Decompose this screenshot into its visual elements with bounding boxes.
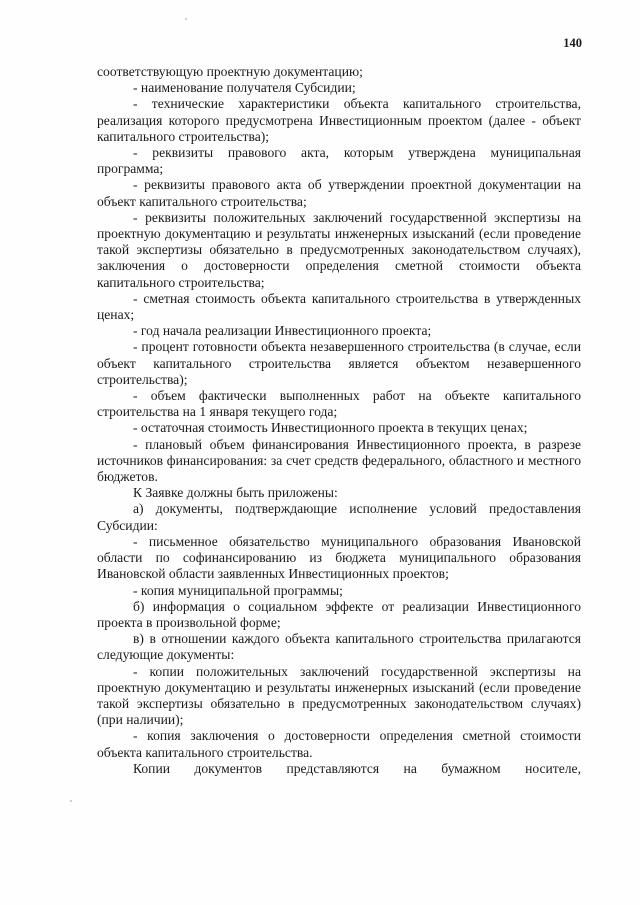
paragraph: соответствующую проектную документацию; (97, 64, 363, 79)
paragraph: - объем фактически выполненных работ на объекте капитального строительства на 1 января текущего года; (97, 388, 581, 420)
page-number: 140 (563, 36, 582, 50)
paragraph: в) в отношении каждого объекта капитального строительства прилагаются следующие документы: (97, 631, 581, 663)
paragraph: Копии документов представляются на бумажном носителе, (133, 760, 581, 776)
paragraph: - наименование получателя Субсидии; (133, 80, 356, 96)
paragraph: б) информация о социальном эффекте от реализации Инвестиционного проекта в произвольной форме; (97, 598, 581, 630)
paragraph: - реквизиты правового акта, которым утверждена муниципальная программа; (97, 145, 581, 177)
scan-speck (70, 800, 72, 802)
paragraph: - остаточная стоимость Инвестиционного проекта в текущих ценах; (133, 420, 528, 436)
paragraph: - реквизиты положительных заключений государственной экспертизы на проектную документацию и результаты инженерных изысканий (если проведение такой экспертизы обязательно в предусмотренных законодательством случаях), заключения о достоверности определения сметной стоимости объекта капитального строительства; (97, 209, 581, 290)
paragraph: - технические характеристики объекта капитального строительства, реализация которого предусмотрена Инвестиционным проектом (далее - объект капитального строительства); (97, 96, 581, 144)
paragraph: - плановый объем финансирования Инвестиционного проекта, в разрезе источников финансирования: за счет средств федерального, областного и местного бюджетов. (97, 436, 581, 485)
paragraph: - сметная стоимость объекта капитального строительства в утвержденных ценах; (97, 290, 581, 323)
paragraph: - год начала реализации Инвестиционного проекта; (133, 323, 432, 339)
paragraph: - копия заключения о достоверности определения сметной стоимости объекта капитального строительства. (97, 728, 581, 760)
document-body (97, 64, 581, 777)
paragraph: - копии положительных заключений государственной экспертизы на проектную документацию и результаты инженерных изысканий (если проведение такой экспертизы обязательно в предусмотренных законодательством случаях) (при наличии); (97, 663, 581, 728)
paragraph: - копия муниципальной программы; (133, 582, 343, 598)
paragraph: а) документы, подтверждающие исполнение условий предоставления Субсидии: (97, 501, 581, 533)
paragraph: - процент готовности объекта незавершенного строительства (в случае, если объект капитального строительства является объектом незавершенного строительства); (97, 339, 581, 387)
paragraph: - реквизиты правового акта об утверждении проектной документации на объект капитального строительства; (97, 177, 581, 209)
paragraph: К Заявке должны быть приложены: (133, 485, 338, 501)
scan-speck (185, 18, 187, 20)
paragraph: - письменное обязательство муниципального образования Ивановской области по софинансированию из бюджета муниципального образования Ивановской области заявленных Инвестиционных проектов; (97, 533, 581, 582)
